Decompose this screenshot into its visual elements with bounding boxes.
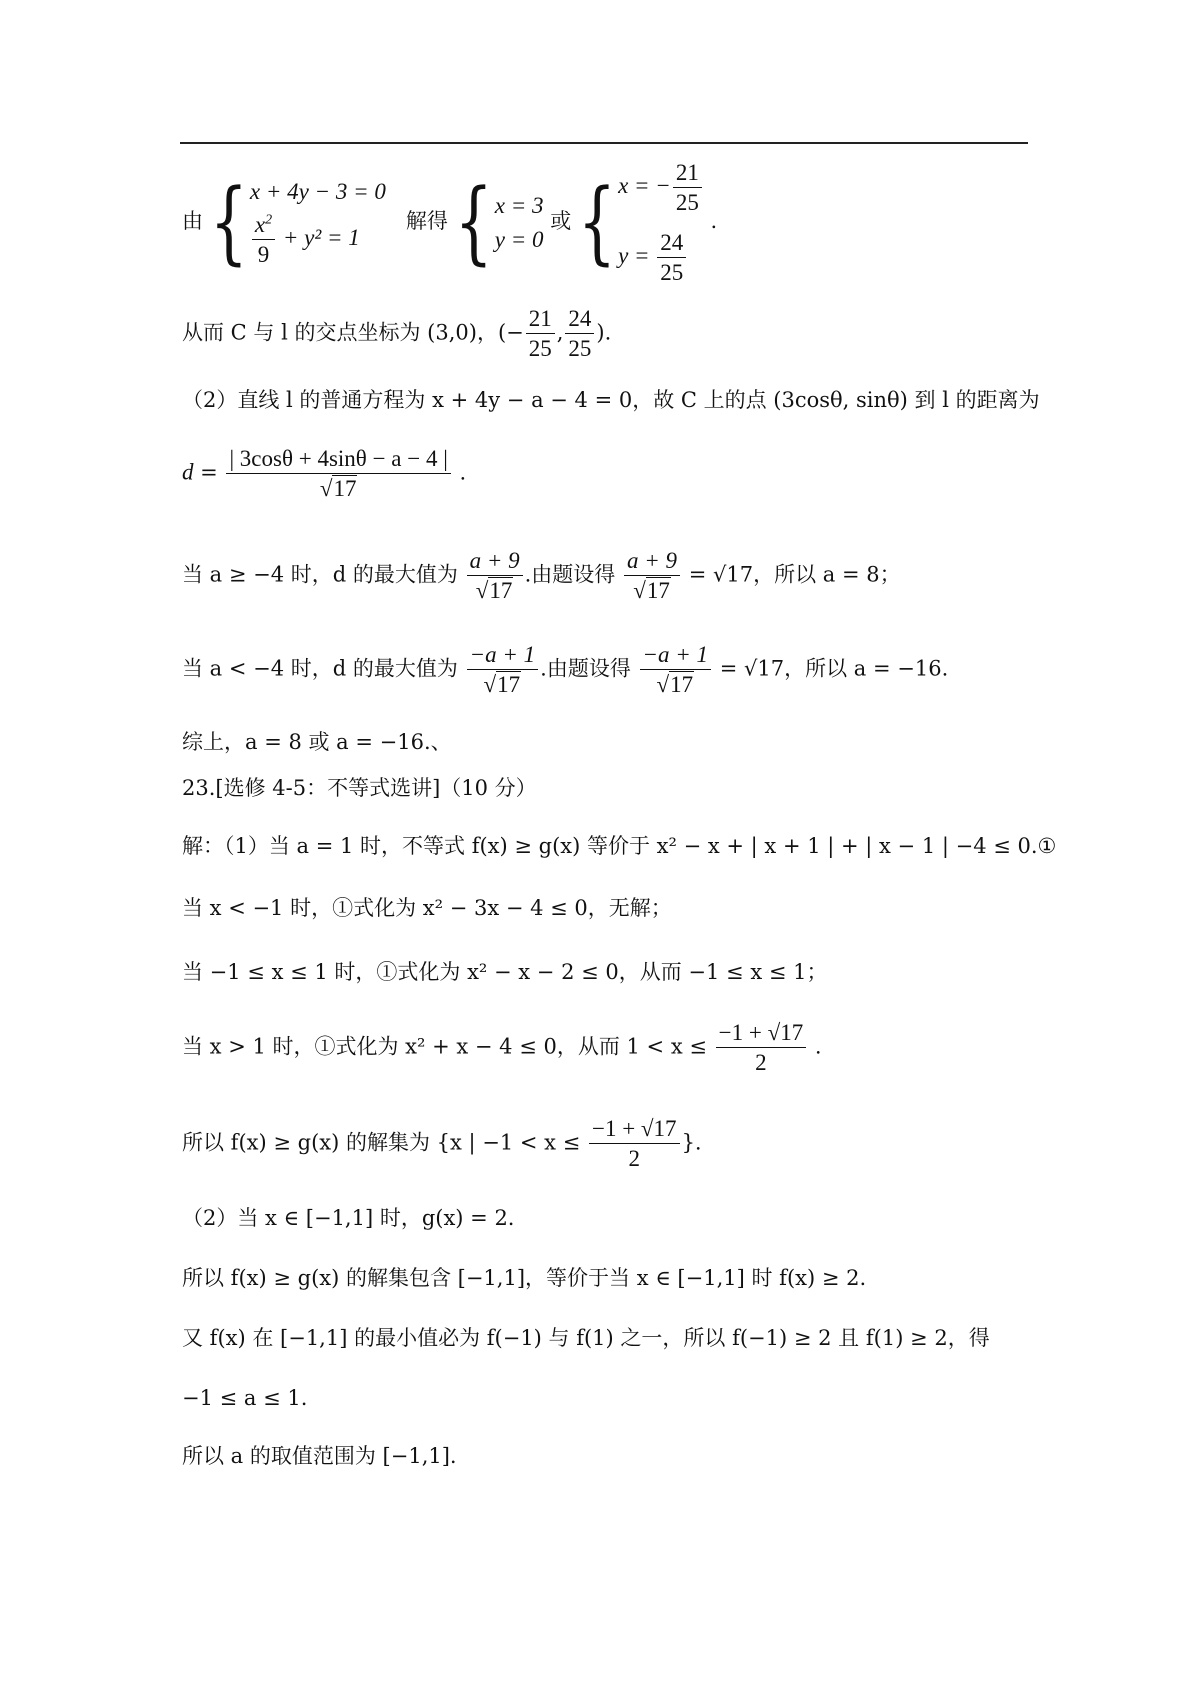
intersection-line: 从而 C 与 l 的交点坐标为 (3,0)，(− $\frac{21}{25}$ , $\frac{24}{25}$ ). — [182, 306, 612, 362]
summary-line: 综上，a = 8 或 a = −16.、 — [182, 730, 452, 754]
system-3: { x = − $\frac{21}{25}$ y = $\frac{24}{25}$ — [578, 160, 704, 285]
system-1-row-2: + y² = 1 — [282, 224, 360, 250]
q23-step-6: （2）当 x ∈ [−1,1] 时，g(x) = 2. — [182, 1206, 515, 1230]
case-a-ge-neg4: 当 a ≥ −4 时，d 的最大值为 $\frac{a + 9}{√17}$ .由题设得 $\frac{a + 9}{√17}$ = √17，所以 a = 8； — [182, 548, 901, 604]
q23-step-2: 当 x < −1 时，①式化为 x² − 3x − 4 ≤ 0，无解； — [182, 896, 672, 920]
q23-step-4: 当 x > 1 时，①式化为 x² + x − 4 ≤ 0，从而 1 < x ≤ $\frac{-1 + √17}{2}$ . — [182, 1020, 822, 1076]
q23-step-10: 所以 a 的取值范围为 [−1,1]. — [182, 1444, 457, 1468]
system-2-row-1: x = 3 — [494, 193, 544, 218]
intro-or: 或 — [550, 209, 572, 234]
q23-title: 23.[选修 4-5：不等式选讲]（10 分） — [182, 776, 537, 800]
q23-step-5: 所以 f(x) ≥ g(x) 的解集为 {x | −1 < x ≤ $\frac{-1 + √17}{2}$ }. — [182, 1116, 702, 1172]
case-a-lt-neg4: 当 a < −4 时，d 的最大值为 $\frac{-a + 1}{√17}$ .由题设得 $\frac{-a + 1}{√17}$ = √17，所以 a = −16. — [182, 642, 949, 698]
part2-line: （2）直线 l 的普通方程为 x + 4y − a − 4 = 0，故 C 上的点 (3cosθ, sinθ) 到 l 的距离为 — [182, 388, 1040, 412]
q23-step-7: 所以 f(x) ≥ g(x) 的解集包含 [−1,1]，等价于当 x ∈ [−1,1] 时 f(x) ≥ 2. — [182, 1266, 867, 1290]
system-1-row-1: x + 4y − 3 = 0 — [249, 179, 386, 204]
system-2: { x = 3 y = 0 — [454, 170, 544, 276]
distance-formula: d = $\frac{| 3\cos\theta + 4\sin\theta - a - 4 |}{√17}$ . — [182, 446, 467, 502]
q23-step-1: 解：（1）当 a = 1 时，不等式 f(x) ≥ g(x) 等价于 x² − x + | x + 1 | + | x − 1 | −4 ≤ 0.① — [182, 834, 1057, 858]
q23-step-9: −1 ≤ a ≤ 1. — [182, 1386, 308, 1410]
q23-step-8: 又 f(x) 在 [−1,1] 的最小值必为 f(−1) 与 f(1) 之一，所以 f(−1) ≥ 2 且 f(1) ≥ 2，得 — [182, 1326, 990, 1350]
equation-system-line: 由 { x + 4y − 3 = 0 $\frac{x^2}{9}$ + y² = 1 解得 { x = 3 y = 0 或 { x = − $\frac{21}{25}$ y = $\frac{24}{25}$ . — [182, 160, 718, 285]
intro-you: 由 — [182, 209, 203, 234]
system-2-row-2: y = 0 — [494, 226, 544, 252]
header-rule — [180, 142, 1028, 144]
system-1: { x + 4y − 3 = 0 $\frac{x^2}{9}$ + y² = 1 — [209, 170, 386, 276]
q23-step-3: 当 −1 ≤ x ≤ 1 时，①式化为 x² − x − 2 ≤ 0，从而 −1 ≤ x ≤ 1； — [182, 960, 828, 984]
intro-solve: 解得 — [405, 209, 448, 234]
